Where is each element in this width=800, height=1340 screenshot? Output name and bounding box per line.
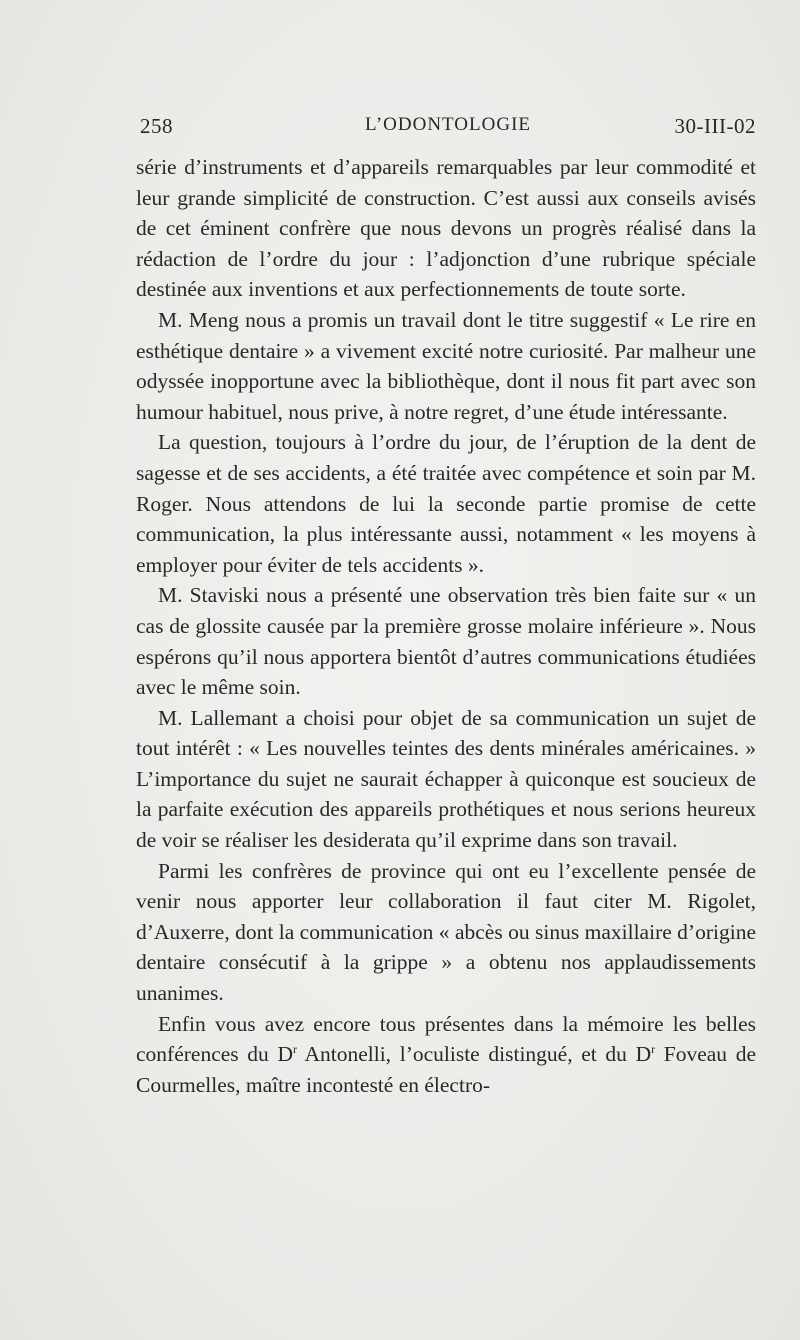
paragraph-rigolet: Parmi les confrères de province qui ont eu l’excellente pensée de venir nous apporter leur collaboration il faut citer M. Rigolet, d’Auxerre, dont la communication « abcès ou sinus maxillaire d’origine dentaire consécutif à la grippe » a obtenu nos applaudissements unanimes. <box>136 858 756 1006</box>
paragraph-meng: M. Meng nous a promis un travail dont le titre suggestif « Le rire en esthétique dentaire » a vivement excité notre curiosité. Par malheur une odyssée inopportune avec la bibliothèque, dont il nous fit part avec son humour habituel, nous prive, à notre regret, d’une étude intéressante. <box>136 307 756 424</box>
paragraph-conferences <box>136 1009 756 1101</box>
journal-title: L’ODONTOLOGIE <box>364 114 532 135</box>
paragraph-lallemant: M. Lallemant a choisi pour objet de sa communication un sujet de tout intérêt : « Les nouvelles teintes des dents minérales américaines. » L’importance du sujet ne saurait échapper à quiconque est soucieux de la parfaite exécution des appareils prothétiques et nous serions heureux de voir se réaliser les desiderata qu’il exprime dans son travail. <box>136 705 756 853</box>
text-segment: Antonelli, l’oculiste distingué, et du D <box>297 1042 652 1067</box>
superscript: r <box>651 1042 656 1057</box>
paragraph-staviski: M. Staviski nous a présenté une observation très bien faite sur « un cas de glossite causée par la première grosse molaire inférieure ». Nous espérons qu’il nous apportera bientôt d’autres communications étudiées avec le même soin. <box>136 583 756 700</box>
paragraph-continued: série d’instruments et d’appareils remarquables par leur commodité et leur grande simplicité de construction. C’est aussi aux conseils avisés de cet éminent confrère que nous devons un progrès réalisé dans la rédaction de l’ordre du jour : l’adjonction d’une rubrique spéciale destinée aux inventions et aux perfectionnements de toute sorte. <box>136 155 756 302</box>
body-text <box>136 152 756 1100</box>
text-segment: Enfin vous avez encore tous présentes dans la mémoire les belles conférences du D <box>136 1011 756 1067</box>
superscript: r <box>293 1042 297 1057</box>
running-header <box>140 114 756 140</box>
text-segment: Foveau de Courmelles, maître incontesté en électro- <box>136 1042 756 1097</box>
page-number: 258 <box>140 114 173 138</box>
paragraph-roger: La question, toujours à l’ordre du jour, de l’éruption de la dent de sagesse et de ses accidents, a été traitée avec compétence et soin par M. Roger. Nous attendons de lui la seconde partie promise de cette communication, la plus intéressante aussi, notamment « les moyens à employer pour éviter de tels accidents ». <box>136 430 756 577</box>
issue-date: 30-III-02 <box>674 114 756 138</box>
